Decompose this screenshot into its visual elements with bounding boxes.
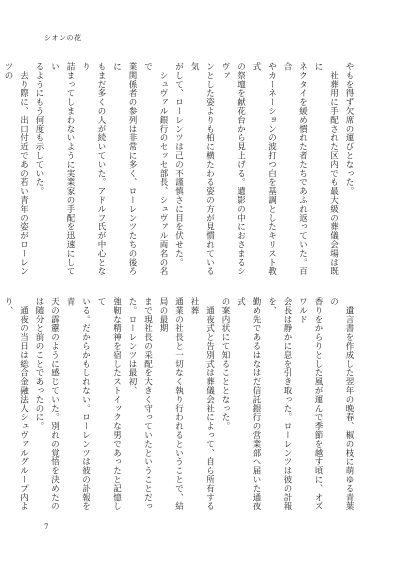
running-head: シオンの花 [44,34,82,42]
body-text-upper-column: やもを得ず欠席の運びとなった。 社葬用に手配された区内でも最大級の葬儀会場は既に ネクタイを緩め慣れた者たちであふれ返っていた。百合 やカーネーションの波打つ白を基調としたキリスト教式 の祭壇を献花台から見上げる。遺影の中におさまるシヴァ ンとした姿よりも柏に横たわる姿の方が見慣れている気 がして、ローレンツは己の不謹慎さに目を伏せた。 シュヴァル銀行のセッセ部長、シュヴァル両名の名で 業関係者の参列は非常に多く、ローレンツたちの後ろに もまだ多くの人が続いていた。アドルフ氏が中心となり 詰まってしまわないように実業家の手配を迅速にしてい るようにもう何度も示していた。 去り際に、出口付近であの若い青年の姿がローレンツの [3,62,354,276]
page-number: 7 [44,523,49,531]
body-text-lower-column: 遺言書を作成した翌年の晩春、椒の枝に萌ゆる青葉の 香りをからりとした風が運んで季節を越す頃に、オズワルド 会長は静かに息を引き取った。ローレンツは彼の計報を、 勤め先であるはなはだ信託銀行の営業部へ届いた通夜式 の案内状にて知ることとなった。 通夜式と告別式は葬儀会社によって、自ら所有する社葬 通業の社長と一切なく執り行われるということで、結局の最期 まで現社長の采配を大きく守っていたということだった。ローレンツは最初、 強靭な精神を宿したストイックな男であったと記憶して いる。だからかもしれない。ローレンツは彼の訃報を青 天の霹靂のように感じていた。別れの覚悟を決めたの は随分と前のことであったのに。 通夜の当日は総合金融法人シュヴァルグループ内より、 [3,297,354,511]
